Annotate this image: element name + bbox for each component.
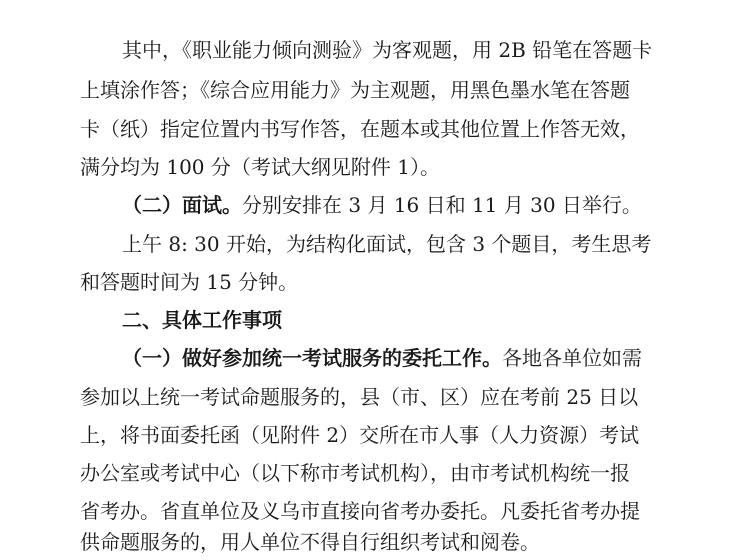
paragraph-1-line-3: 卡（纸）指定位置内书写作答，在题本或其他位置上作答无效， [80,117,640,141]
paragraph-1-line-4: 满分均为 100 分（考试大纲见附件 1）。 [80,155,440,179]
paragraph-2 [122,187,682,223]
paragraph-4-line-6: 供命题服务的，用人单位不得自行组织考试和阅卷。 [80,530,540,554]
section-heading: 二、具体工作事项 [122,308,282,332]
paragraph-4-line-1 [122,340,682,376]
paragraph-3-line-1: 上午 8: 30 开始，为结构化面试，包含 3 个题目，考生思考 [122,232,652,256]
subheading-entrust: （一）做好参加统一考试服务的委托工作。 [122,346,502,370]
paragraph-4-line-4: 办公室或考试中心（以下称市考试机构），由市考试机构统一报 [80,461,630,485]
subheading-interview: （二）面试。 [122,193,242,217]
paragraph-4-line-2: 参加以上统一考试命题服务的，县（市、区）应在考前 25 日以 [80,385,639,409]
paragraph-4-line-5: 省考办。省直单位及义乌市直接向省考办委托。凡委托省考办提 [80,499,640,523]
paragraph-4-line-3: 上，将书面委托函（见附件 2）交所在市人事（人力资源）考试 [80,423,640,447]
paragraph-1-line-1: 其中，《职业能力倾向测验》为客观题，用 2B 铅笔在答题卡 [122,38,653,62]
paragraph-4-text: 各地各单位如需 [502,346,642,370]
paragraph-3-line-2: 和答题时间为 15 分钟。 [80,270,299,294]
paragraph-1-line-2: 上填涂作答；《综合应用能力》为主观题，用黑色墨水笔在答题 [80,78,630,102]
paragraph-2-text: 分别安排在 3 月 16 日和 11 月 30 日举行。 [242,193,642,217]
